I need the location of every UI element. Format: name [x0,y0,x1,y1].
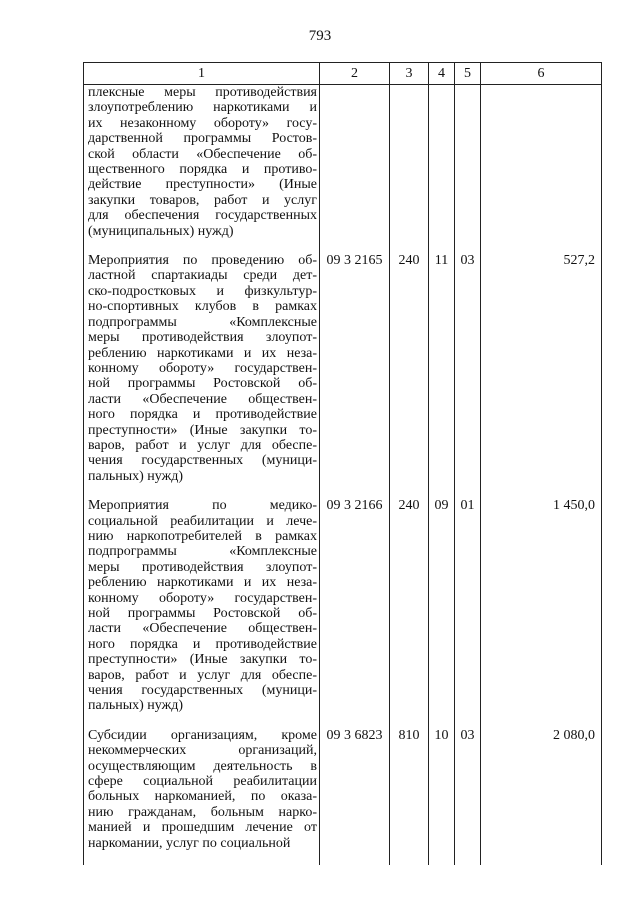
description-line: конному обороту» государствен- [88,360,317,376]
column-header: 2 [320,63,390,85]
description-line: подпрограммы «Комплексные [88,314,317,330]
column-header: 3 [390,63,429,85]
description-line: варов, работ и услуг для обеспе- [88,437,317,453]
description-line: (муниципальных) нужд) [88,223,234,239]
column-header: 4 [429,63,455,85]
description-line: плексные меры противодействия [88,85,317,100]
table-header-row [84,63,602,85]
section-code: 11 [429,253,455,498]
expense-type [390,85,429,254]
section-code: 10 [429,728,455,865]
table-row [84,498,602,728]
expense-type: 240 [390,253,429,498]
amount [481,85,602,254]
description-line: ласти «Обеспечение обществен- [88,391,317,407]
target-article-code: 09 3 2166 [320,498,390,728]
description-line: конному обороту» государствен- [88,590,317,606]
column-header: 6 [481,63,602,85]
table-row [84,253,602,498]
description-line: реблению наркотиками и их неза- [88,575,317,591]
subsection-code [455,85,481,254]
amount: 2 080,0 [481,728,602,865]
subsection-code: 01 [455,498,481,728]
subsection-code: 03 [455,728,481,865]
description-line: ско-подростковых и физкультур- [88,283,317,299]
description-line: нию гражданам, больным нарко- [88,804,317,820]
description-line: наркомании, услуг по социальной [88,835,291,851]
description-line: меры противодействия злоупот- [88,559,317,575]
description-line: Мероприятия по медико- [88,498,317,514]
page-number: 793 [308,28,332,44]
table-body [84,85,602,866]
subsection-code: 03 [455,253,481,498]
description-line: варов, работ и услуг для обеспе- [88,667,317,683]
target-article-code [320,85,390,254]
description-line: для обеспечения государственных [88,208,317,224]
description-line: злоупотреблению наркотиками и [88,100,317,116]
description-line: Мероприятия по проведению об- [88,253,317,269]
column-header: 5 [455,63,481,85]
description-line: сфере социальной реабилитации [88,774,317,790]
description-line: нию наркопотребителей в рамках [88,528,317,544]
table-row [84,85,602,254]
description-line: реблению наркотиками и их неза- [88,345,317,361]
section-code [429,85,455,254]
expense-type: 810 [390,728,429,865]
description-line: подпрограммы «Комплексные [88,544,317,560]
description-line: осуществляющим деятельность в [88,758,317,774]
amount: 527,2 [481,253,602,498]
description-line: меры противодействия злоупот- [88,330,317,346]
description-line: их незаконному обороту» госу- [88,115,317,131]
description-line: пальных) нужд) [88,698,184,714]
description-line: ного порядка и противодействие [88,407,317,423]
row-description [84,498,320,728]
column-header: 1 [84,63,320,85]
section-code: 09 [429,498,455,728]
row-description [84,253,320,498]
description-line: щественного порядка и противо- [88,162,317,178]
description-line: Субсидии организациям, кроме [88,727,317,743]
target-article-code: 09 3 6823 [320,728,390,865]
description-line: действие преступности» (Иные [88,177,317,193]
description-line: чения государственных (муници- [88,453,317,469]
description-line: пальных) нужд) [88,468,184,484]
description-line: ласти «Обеспечение обществен- [88,621,317,637]
description-line: преступности» (Иные закупки то- [88,422,317,438]
description-line: чения государственных (муници- [88,683,317,699]
table-row [84,728,602,865]
target-article-code: 09 3 2165 [320,253,390,498]
description-line: социальной реабилитации и лече- [88,513,317,529]
description-line: ластной спартакиады среди дет- [88,268,317,284]
description-line: дарственной программы Ростов- [88,131,317,147]
description-line: преступности» (Иные закупки то- [88,652,317,668]
description-line: ной программы Ростовской об- [88,376,317,392]
description-line: ного порядка и противодействие [88,636,317,652]
expense-type: 240 [390,498,429,728]
description-line: больных наркоманией, по оказа- [88,789,317,805]
description-line: ной программы Ростовской об- [88,606,317,621]
budget-table [83,62,602,865]
description-line: манией и прошедшим лечение от [88,820,317,836]
description-line: ской области «Обеспечение об- [88,146,317,162]
description-line: закупки товаров, работ и услуг [88,192,317,208]
description-line: некоммерческих организаций, [88,743,317,759]
amount: 1 450,0 [481,498,602,728]
row-description [84,85,320,254]
row-description [84,728,320,865]
description-line: но-спортивных клубов в рамках [88,299,317,315]
